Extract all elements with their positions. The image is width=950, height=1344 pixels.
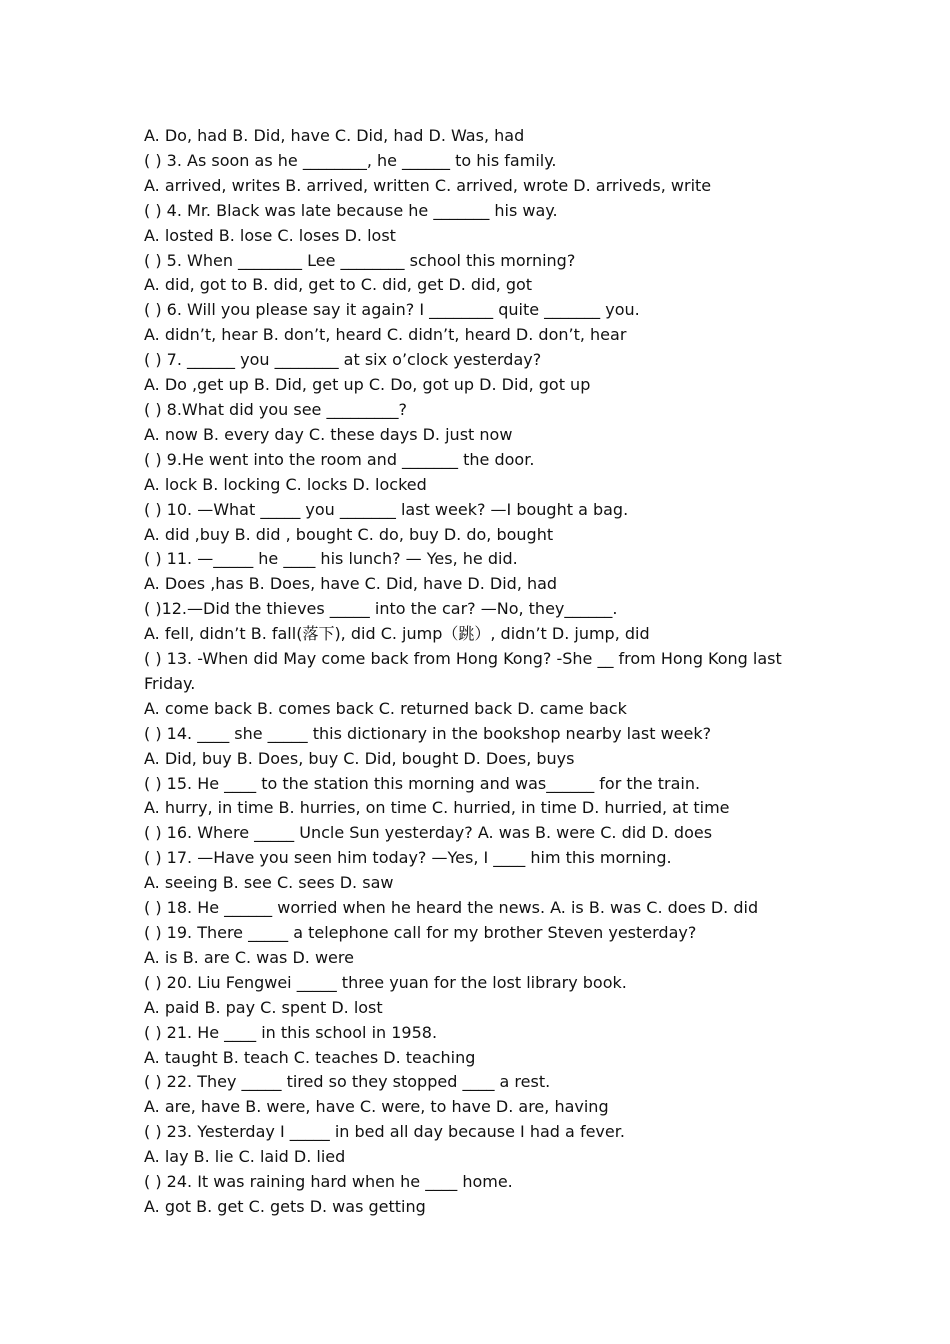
question-10: ( ) 10. —What _____ you _______ last week? —I bought a bag.: [144, 499, 629, 519]
answer-options-12: A. fell, didn’t B. fall(落下), did C. jump（跳）, didn’t D. jump, did: [144, 624, 650, 644]
question-8: ( ) 8.What did you see _________?: [144, 399, 407, 419]
answer-options-6: A. didn’t, hear B. don’t, heard C. didn’t, heard D. don’t, hear: [144, 325, 627, 345]
question-list: [144, 124, 804, 1220]
question-22: ( ) 22. They _____ tired so they stopped ____ a rest.: [144, 1072, 551, 1092]
answer-options-21: A. taught B. teach C. teaches D. teaching: [144, 1047, 476, 1067]
question-4: ( ) 4. Mr. Black was late because he _______ his way.: [144, 200, 558, 220]
answer-options-24: A. got B. get C. gets D. was getting: [144, 1196, 426, 1216]
answer-options-4: A. losted B. lose C. loses D. lost: [144, 225, 396, 245]
question-19: ( ) 19. There _____ a telephone call for my brother Steven yesterday?: [144, 923, 697, 942]
answer-options-5: A. did, got to B. did, get to C. did, get D. did, got: [144, 275, 533, 295]
question-3: ( ) 3. As soon as he ________, he ______ to his family.: [144, 150, 557, 170]
question-20: ( ) 20. Liu Fengwei _____ three yuan for the lost library book.: [144, 972, 627, 992]
question-13: ( ) 13. -When did May come back from Hong Kong? -She __ from Hong Kong last Friday.: [144, 649, 782, 693]
answer-options-14: A. Did, buy B. Does, buy C. Did, bought D. Does, buys: [144, 748, 575, 768]
question-15: ( ) 15. He ____ to the station this morning and was______ for the train.: [144, 773, 701, 793]
question-21: ( ) 21. He ____ in this school in 1958.: [144, 1022, 438, 1042]
answer-options-22: A. are, have B. were, have C. were, to have D. are, having: [144, 1097, 609, 1117]
question-7: ( ) 7. ______ you ________ at six o’clock yesterday?: [144, 350, 542, 370]
answer-options-3: A. arrived, writes B. arrived, written C. arrived, wrote D. arriveds, write: [144, 175, 712, 195]
answer-options-19: A. is B. are C. was D. were: [144, 947, 354, 967]
question-5: ( ) 5. When ________ Lee ________ school this morning?: [144, 250, 576, 270]
question-6: ( ) 6. Will you please say it again? I ________ quite _______ you.: [144, 300, 640, 320]
answer-options-23: A. lay B. lie C. laid D. lied: [144, 1147, 346, 1167]
answer-options-20: A. paid B. pay C. spent D. lost: [144, 997, 383, 1017]
answer-options-13: A. come back B. comes back C. returned back D. came back: [144, 698, 627, 718]
answer-options-9: A. lock B. locking C. locks D. locked: [144, 474, 427, 494]
answer-options-11: A. Does ,has B. Does, have C. Did, have D. Did, had: [144, 574, 558, 594]
question-24: ( ) 24. It was raining hard when he ____ home.: [144, 1172, 513, 1192]
question-9: ( ) 9.He went into the room and _______ the door.: [144, 449, 535, 469]
question-11: ( ) 11. —_____ he ____ his lunch? — Yes, he did.: [144, 549, 518, 569]
question-12: ( )12.—Did the thieves _____ into the car? —No, they______.: [144, 599, 618, 619]
question-23: ( ) 23. Yesterday I _____ in bed all day because I had a fever.: [144, 1122, 625, 1142]
answer-options-7: A. Do ,get up B. Did, get up C. Do, got up D. Did, got up: [144, 375, 591, 395]
answer-options-17: A. seeing B. see C. sees D. saw: [144, 873, 394, 893]
answer-options-15: A. hurry, in time B. hurries, on time C. hurried, in time D. hurried, at time: [144, 798, 730, 818]
question-18: ( ) 18. He ______ worried when he heard the news. A. is B. was C. does D. did: [144, 898, 759, 918]
question-16: ( ) 16. Where _____ Uncle Sun yesterday? A. was B. were C. did D. does: [144, 823, 713, 843]
answer-options-10: A. did ,buy B. did , bought C. do, buy D. do, bought: [144, 524, 554, 544]
question-14: ( ) 14. ____ she _____ this dictionary in the bookshop nearby last week?: [144, 723, 712, 743]
question-17: ( ) 17. —Have you seen him today? —Yes, I ____ him this morning.: [144, 848, 672, 868]
answer-options-2: A. Do, had B. Did, have C. Did, had D. Was, had: [144, 126, 525, 145]
answer-options-8: A. now B. every day C. these days D. just now: [144, 424, 513, 444]
